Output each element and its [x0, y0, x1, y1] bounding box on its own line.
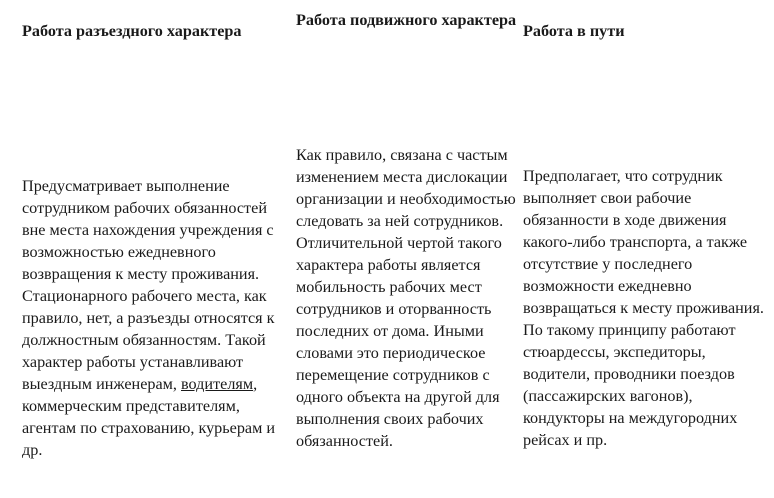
- cell-work-on-the-road: [521, 98, 774, 498]
- cell-traveling-work: [0, 98, 295, 498]
- cell-text: [22, 135, 291, 461]
- text-before-link: Предусматривает выполнение сотрудником рабочих обязанностей вне места нахождения учреждения с возможностью ежедневного возвращения к месту проживания. Стационарного рабочего места, как правило, нет, а разъезды относятся к должностным обязанностям. Такой характер работы устанавливают выездным инженерам,: [22, 177, 275, 393]
- table-header-row: [0, 0, 774, 98]
- table-row: [0, 98, 774, 498]
- cell-mobile-work: [295, 98, 521, 498]
- text-after-link: , коммерческим представителям, агентам по страхованию, курьерам и др.: [22, 375, 276, 459]
- header-work-on-the-road: Работа в пути: [523, 22, 625, 40]
- cell-text: Как правило, связана с частым изменением места дислокации организации и необходимостью следовать за ней сотрудников. Отличительной чертой такого характера работы является мобильность рабочих мест сотрудников и оторванность последних от дома. Иными словами это периодическое перемещение сотрудников с одного объекта на другой для выполнения своих рабочих обязанностей.: [296, 146, 516, 450]
- drivers-link[interactable]: водителям: [181, 375, 254, 393]
- header-mobile-work: Работа подвижного характера: [296, 11, 517, 29]
- header-traveling-work: Работа разъездного характера: [22, 22, 242, 40]
- cell-text: Предполагает, что сотрудник выполняет свои рабочие обязанности в ходе движения какого-либо транспорта, а также отсутствие у последнего возможности ежедневно возвращаться к месту проживания. По такому принципу работают стюардессы, экспедиторы, водители, проводники поездов (пассажирских вагонов), кондукторы на междугородних рейсах и пр.: [523, 167, 764, 449]
